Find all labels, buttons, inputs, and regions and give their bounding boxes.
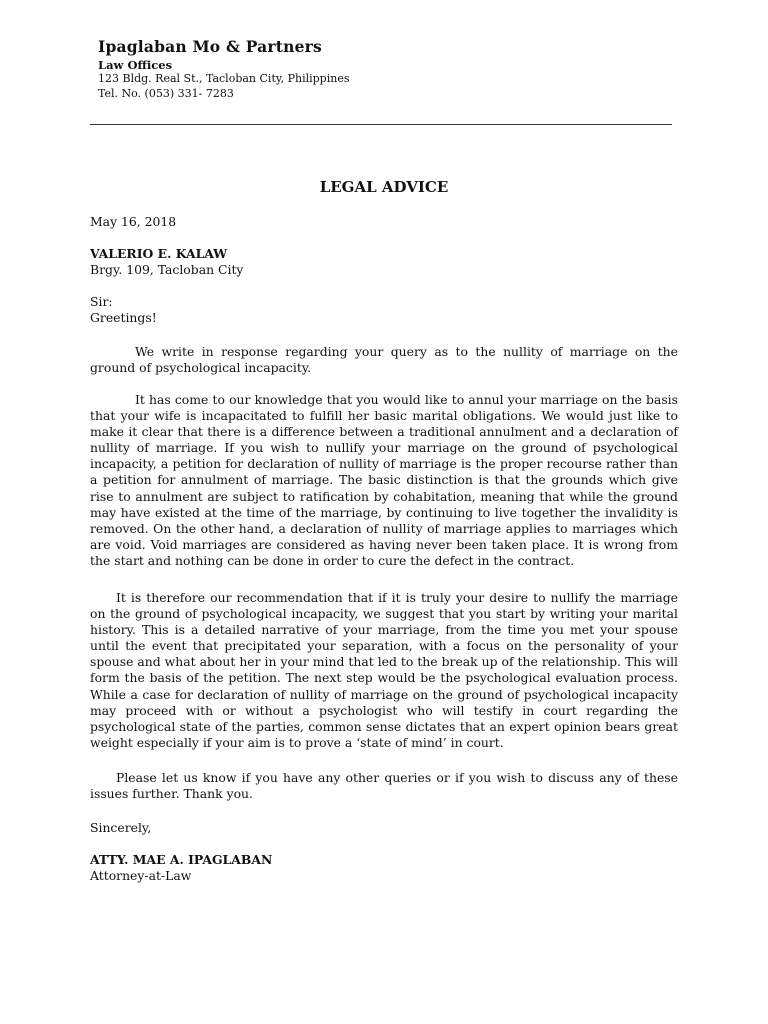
paragraph-recommendation: It is therefore our recommendation that if it is truly your desire to nullify the marriage on the ground of psychological incapacity, we suggest that you start by writing your marital history. This is a detailed narrative of your marriage, from the time you met your spouse until the event that precipitated your separation, with a focus on the personality of your spouse and what about her in your mind that led to the break up of the relationship. This will form the basis of the petition. The next step would be the psychological evaluation process. While a case for declaration of nullity of marriage on the ground of psychological incapacity may proceed with or without a psychologist who will testify in court regarding the psychological state of the parties, common sense dictates that an expert opinion bears great weight especially if your aim is to prove a ‘state of mind’ in court. <box>90 590 678 750</box>
letterhead-divider <box>90 124 672 125</box>
paragraph-intro: We write in response regarding your query as to the nullity of marriage on the ground of psychological incapacity. <box>90 344 678 376</box>
letter-date: May 16, 2018 <box>90 214 177 229</box>
paragraph-distinction: It has come to our knowledge that you would like to annul your marriage on the basis that your wife is incapacitated to fulfill her basic marital obligations. We would just like to make it clear that there is a difference between a traditional annulment and a declaration of nullity of marriage. If you wish to nullify your marriage on the ground of psychological incapacity, a petition for declaration of nullity of marriage is the proper recourse rather than a petition for annulment of marriage. The basic distinction is that the grounds which give rise to annulment are subject to ratification by cohabitation, meaning that while the ground may have existed at the time of the marriage, by continuing to live together the invalidity is removed. On the other hand, a declaration of nullity of marriage applies to marriages which are void. Void marriages are considered as having never been taken place. It is wrong from the start and nothing can be done in order to cure the defect in the contract. <box>90 392 678 568</box>
greeting: Greetings! <box>90 310 157 325</box>
firm-telephone: Tel. No. (053) 331- 7283 <box>98 87 234 100</box>
firm-name: Ipaglaban Mo & Partners <box>98 37 322 56</box>
recipient-address: Brgy. 109, Tacloban City <box>90 262 244 277</box>
signatory-title: Attorney-at-Law <box>90 868 192 883</box>
firm-subtitle: Law Offices <box>98 58 173 72</box>
document-title: LEGAL ADVICE <box>319 178 449 196</box>
firm-address: 123 Bldg. Real St., Tacloban City, Philippines <box>98 72 350 85</box>
recipient-name: VALERIO E. KALAW <box>90 246 228 261</box>
salutation: Sir: <box>90 294 113 309</box>
closing: Sincerely, <box>90 820 152 835</box>
paragraph-closing-remarks: Please let us know if you have any other queries or if you wish to discuss any of these issues further. Thank you. <box>90 770 678 802</box>
signatory-name: ATTY. MAE A. IPAGLABAN <box>90 852 273 867</box>
